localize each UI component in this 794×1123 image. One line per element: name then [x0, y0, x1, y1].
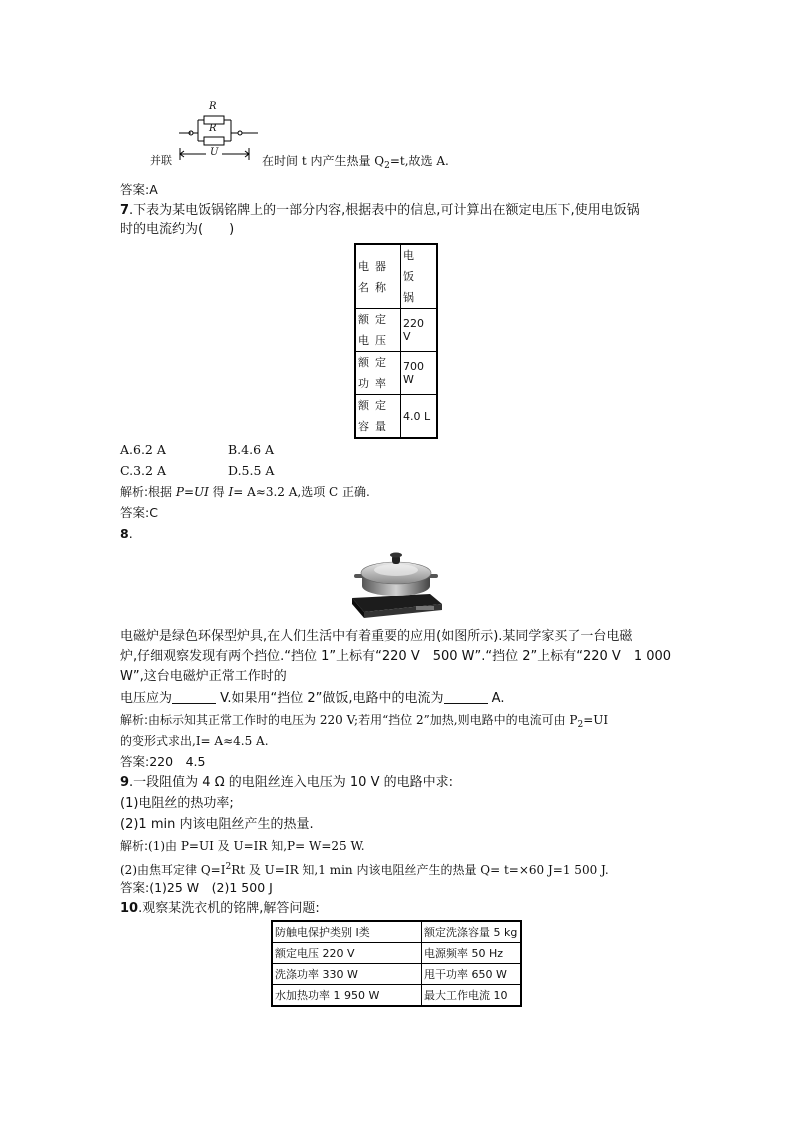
- q7-options-row2: [120, 462, 274, 480]
- induction-cooker-image: [346, 546, 446, 620]
- table-row: [272, 921, 521, 943]
- q8-analysis-line2: 的变形式求出,I= A≈4.5 A.: [120, 734, 269, 748]
- rice-cooker-nameplate-table: [354, 243, 438, 439]
- q8-number: 8.: [120, 526, 133, 541]
- table-cell: 最大工作电流 10: [422, 985, 522, 1007]
- table-row: [272, 943, 521, 964]
- q8-answer: 答案:220 4.5: [120, 754, 206, 769]
- table-row: [272, 985, 521, 1007]
- table-cell: 电饭锅: [401, 244, 438, 309]
- q8-para-line3: W”,这台电磁炉正常工作时的: [120, 669, 287, 684]
- q6-answer: 答案:A: [120, 182, 158, 197]
- q7-analysis: 解析:根据 P=UI 得 I= A≈3.2 A,选项 C 正确.: [120, 485, 370, 499]
- option-b: B.4.6 A: [228, 442, 275, 457]
- q10-stem: 10.观察某洗衣机的铭牌,解答问题:: [120, 901, 320, 916]
- table-cell: 额定电压: [355, 309, 401, 352]
- washing-machine-nameplate-table: [271, 920, 522, 1007]
- table-cell: 额定功率: [355, 352, 401, 395]
- table-cell: 甩干功率 650 W: [422, 964, 522, 985]
- table-cell: 220 V: [401, 309, 438, 352]
- q7-answer: 答案:C: [120, 505, 158, 520]
- q9-stem-line1: 9.一段阻值为 4 Ω 的电阻丝连入电压为 10 V 的电路中求:: [120, 775, 453, 790]
- option-a: A.6.2 A: [120, 442, 166, 457]
- induction-cooker-picture: [346, 546, 446, 620]
- answer-blank-1[interactable]: [172, 691, 216, 704]
- circuit-tail-text: 在时间 t 内产生热量 $Q_2=t$,故选 A.: [262, 154, 449, 171]
- q8-para-line2: 炉,仔细观察发现有两个挡位.“挡位 1”上标有“220 V 500 W”.“挡位 2”上标有“220 V 1 000: [120, 649, 672, 664]
- option-d: D.5.5 A: [228, 463, 275, 478]
- table-cell: 额定电压 220 V: [272, 943, 422, 964]
- table-row: [355, 244, 437, 309]
- table-row: [355, 352, 437, 395]
- q9-analysis-line2: (2)由焦耳定律 $Q=I^2Rt$ 及 U=IR 知,1 min 内该电阻丝产生的热量 Q= t=×60 J=1 500 J.: [120, 862, 609, 877]
- q7-stem-line2: 时的电流约为( ): [120, 222, 235, 237]
- q8-para-line4: 电压应为 V.如果用“挡位 2”做饭,电路中的电流为 A.: [120, 691, 505, 706]
- table-cell: 水加热功率 1 950 W: [272, 985, 422, 1007]
- table-cell: 防触电保护类别 Ⅰ类: [272, 921, 422, 943]
- table-cell: 电源频率 50 Hz: [422, 943, 522, 964]
- table-row: [355, 395, 437, 439]
- table-row: [272, 964, 521, 985]
- table-cell: 4.0 L: [401, 395, 438, 439]
- q8-para-line1: 电磁炉是绿色环保型炉具,在人们生活中有着重要的应用(如图所示).某同学家买了一台电磁: [120, 629, 633, 644]
- resistor-top-label: R: [209, 101, 217, 112]
- q7-options-row1: [120, 441, 274, 459]
- voltage-label: U: [210, 147, 219, 158]
- q7-stem-line1: 7.下表为某电饭锅铭牌上的一部分内容,根据表中的信息,可计算出在额定电压下,使用电饭锅: [120, 203, 640, 218]
- table-cell: 额定洗涤容量 5 kg: [422, 921, 522, 943]
- table-cell: 700 W: [401, 352, 438, 395]
- q9-answer: 答案:(1)25 W (2)1 500 J: [120, 880, 273, 895]
- table-cell: 额定容量: [355, 395, 401, 439]
- table-row: [355, 309, 437, 352]
- parallel-circuit-diagram: [146, 98, 266, 168]
- q9-stem-line2: (1)电阻丝的热功率;: [120, 796, 234, 811]
- q9-analysis-line1: 解析:(1)由 P=UI 及 U=IR 知,P= W=25 W.: [120, 839, 365, 853]
- circuit-caption: 并联: [150, 154, 172, 167]
- option-c: C.3.2 A: [120, 463, 166, 478]
- q9-stem-line3: (2)1 min 内该电阻丝产生的热量.: [120, 817, 314, 832]
- table-cell: 洗涤功率 330 W: [272, 964, 422, 985]
- answer-blank-2[interactable]: [444, 691, 488, 704]
- resistor-bottom-label: R: [209, 123, 217, 134]
- q8-analysis-line1: 解析:由标示知其正常工作时的电压为 220 V;若用“挡位 2”加热,则电路中的电流可由 $P_2=UI$: [120, 713, 609, 730]
- table-cell: 电器名称: [355, 244, 401, 309]
